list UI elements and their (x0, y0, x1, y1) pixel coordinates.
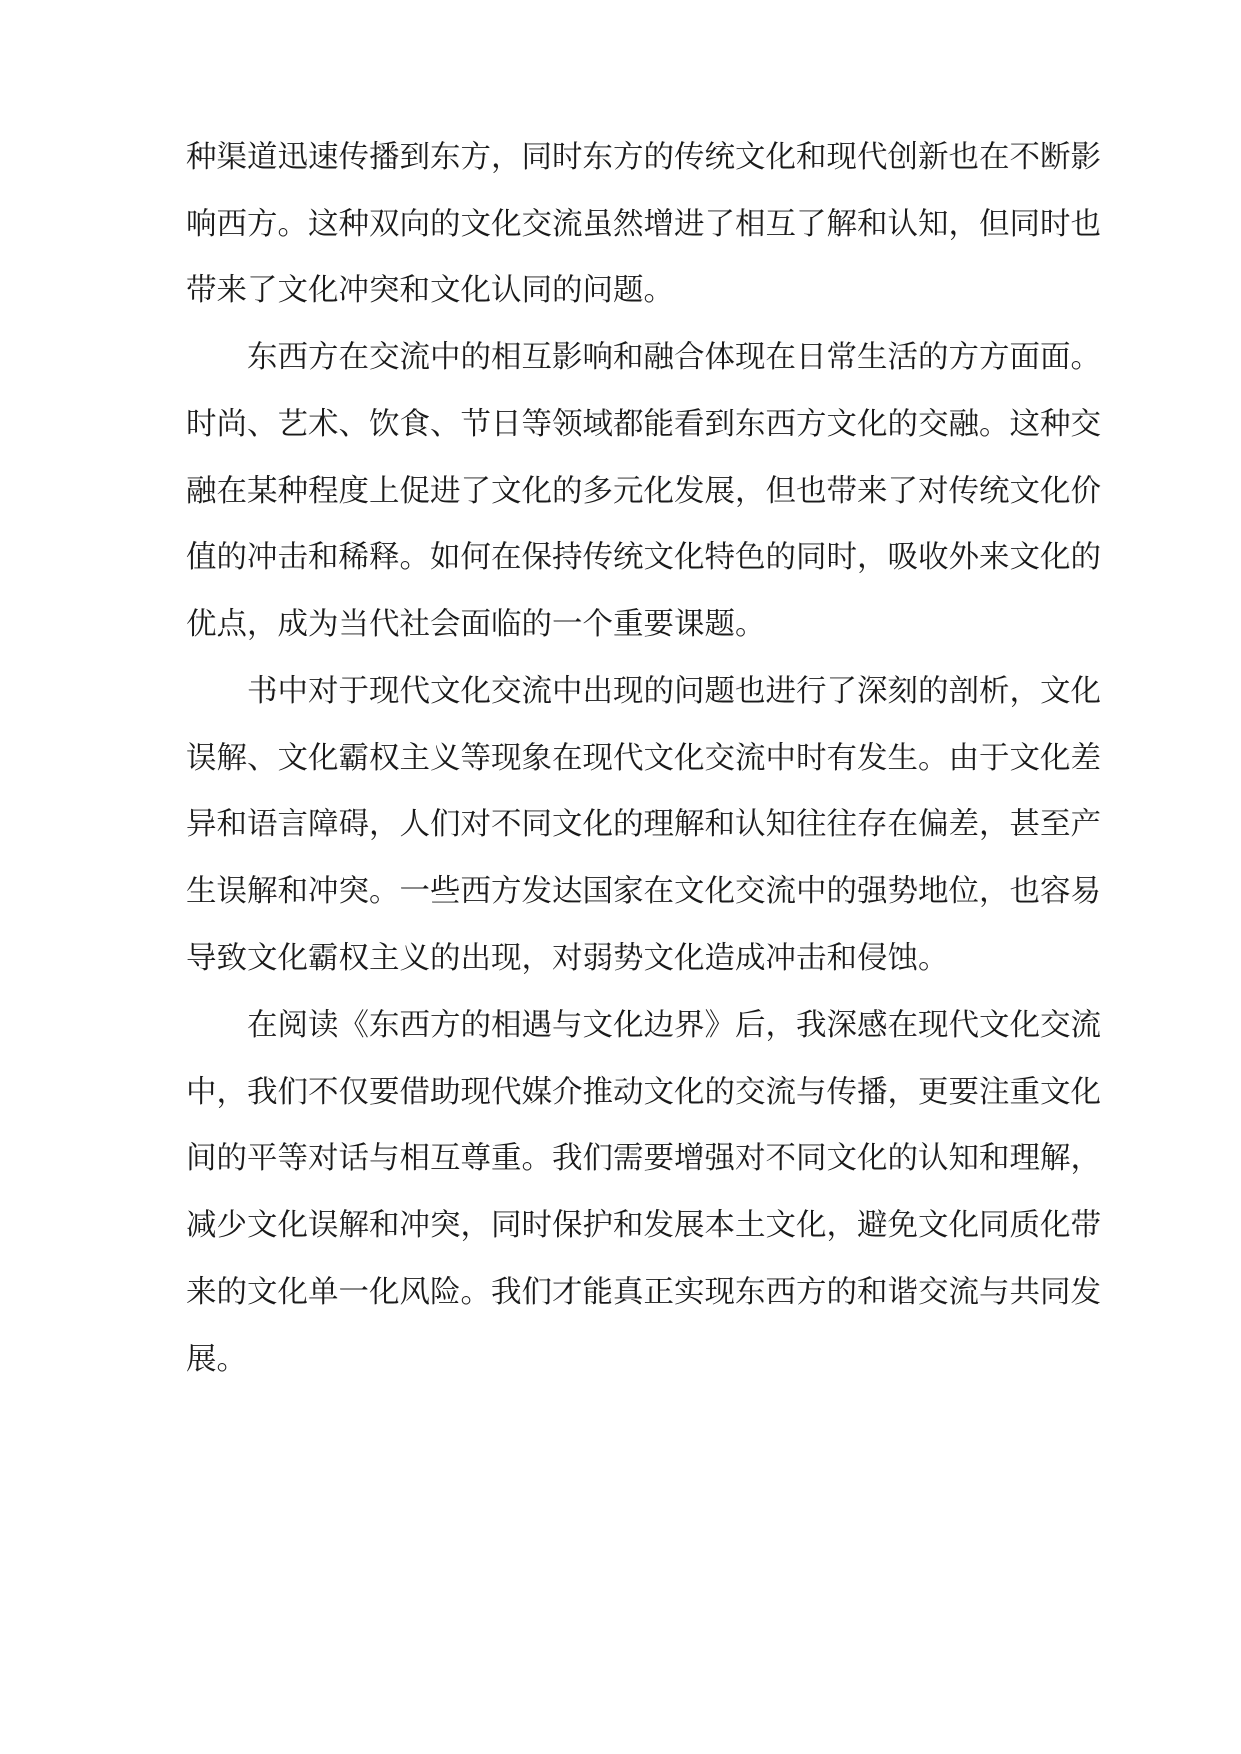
text-line: 优点，成为当代社会面临的一个重要课题。 (186, 607, 766, 642)
text-line: 种渠道迅速传播到东方，同时东方的传统文化和现代创新也在不断影 (186, 140, 1101, 175)
paragraph-first-line: 东西方在交流中的相互影响和融合体现在日常生活的方方面面。 (247, 340, 1101, 375)
text-line: 导致文化霸权主义的出现，对弱势文化造成冲击和侵蚀。 (186, 941, 949, 976)
text-line: 融在某种程度上促进了文化的多元化发展，但也带来了对传统文化价 (186, 474, 1101, 509)
text-line: 值的冲击和稀释。如何在保持传统文化特色的同时，吸收外来文化的 (186, 540, 1101, 575)
text-line: 带来了文化冲突和文化认同的问题。 (186, 273, 674, 308)
text-line: 中，我们不仅要借助现代媒介推动文化的交流与传播，更要注重文化 (186, 1075, 1101, 1110)
text-line: 展。 (186, 1342, 247, 1377)
text-line: 生误解和冲突。一些西方发达国家在文化交流中的强势地位，也容易 (186, 874, 1101, 909)
text-line: 误解、文化霸权主义等现象在现代文化交流中时有发生。由于文化差 (186, 741, 1101, 776)
text-line: 异和语言障碍，人们对不同文化的理解和认知往往存在偏差，甚至产 (186, 807, 1101, 842)
text-line: 时尚、艺术、饮食、节日等领域都能看到东西方文化的交融。这种交 (186, 407, 1101, 442)
text-line: 来的文化单一化风险。我们才能真正实现东西方的和谐交流与共同发 (186, 1275, 1101, 1310)
text-line: 减少文化误解和冲突，同时保护和发展本土文化，避免文化同质化带 (186, 1208, 1101, 1243)
text-line: 间的平等对话与相互尊重。我们需要增强对不同文化的认知和理解， (186, 1141, 1101, 1176)
paragraph-first-line: 在阅读《东西方的相遇与文化边界》后，我深感在现代文化交流 (247, 1008, 1101, 1043)
paragraph-first-line: 书中对于现代文化交流中出现的问题也进行了深刻的剖析，文化 (247, 674, 1101, 709)
text-line: 响西方。这种双向的文化交流虽然增进了相互了解和认知，但同时也 (186, 207, 1101, 242)
